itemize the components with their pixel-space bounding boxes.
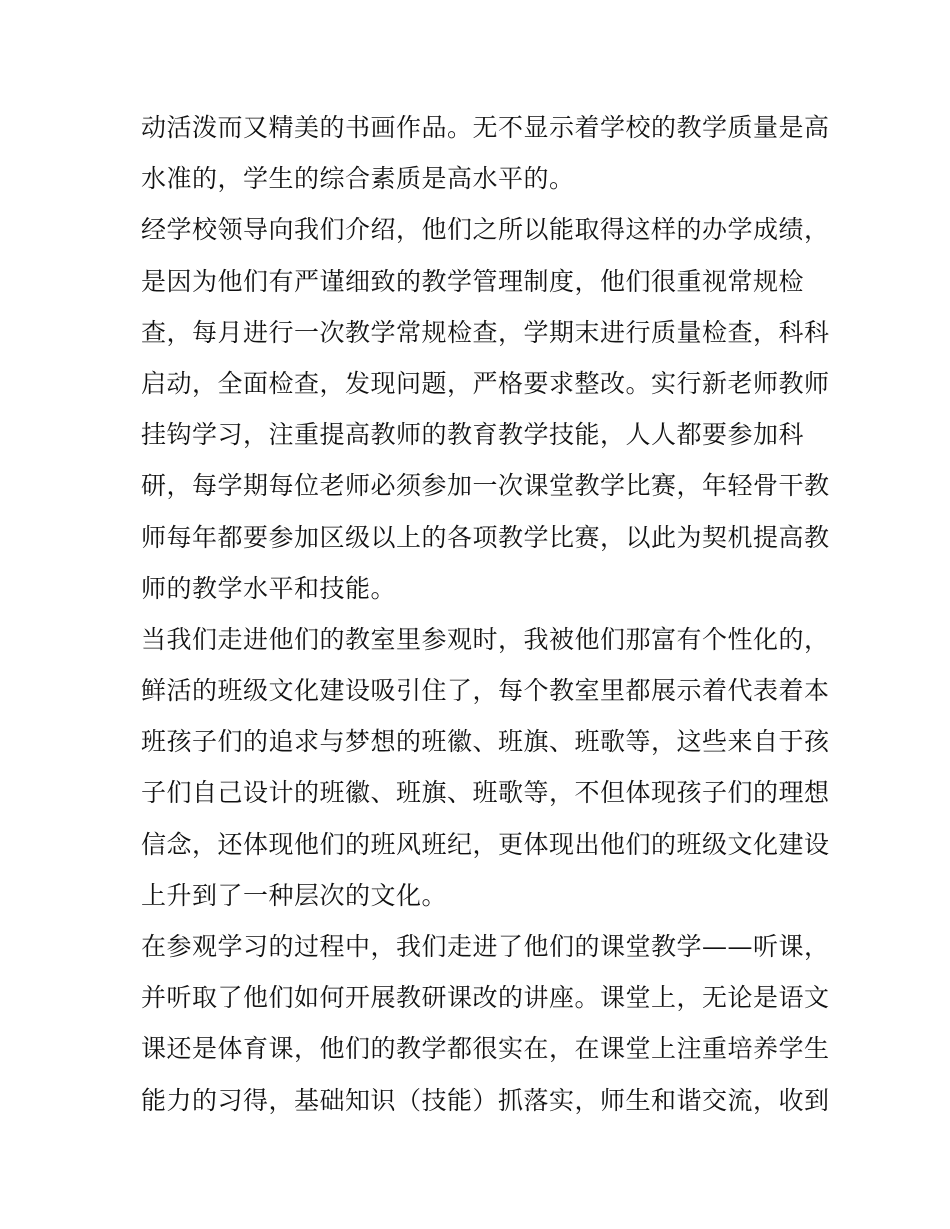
text-line: 挂钩学习，注重提高教师的教育教学技能，人人都要参加科 — [141, 420, 805, 450]
text-line: 动活泼而又精美的书画作品。无不显示着学校的教学质量是高 — [141, 113, 830, 142]
text-line: 经学校领导向我们介绍，他们之所以能取得这样的办学成绩， — [141, 215, 830, 245]
text-line: 并听取了他们如何开展教研课改的讲座。课堂上，无论是语文 — [141, 983, 830, 1013]
text-line: 班孩子们的追求与梦想的班徽、班旗、班歌等，这些来自于孩 — [141, 727, 830, 757]
text-line: 师的教学水平和技能。 — [141, 573, 397, 603]
text-line: 鲜活的班级文化建设吸引住了，每个教室里都展示着代表着本 — [141, 676, 830, 706]
text-line: 在参观学习的过程中，我们走进了他们的课堂教学——听课， — [141, 932, 830, 961]
text-line: 查，每月进行一次教学常规检查，学期末进行质量检查，科科 — [141, 317, 830, 347]
text-line: 子们自己设计的班徽、班旗、班歌等，不但体现孩子们的理想 — [141, 778, 830, 808]
text-line: 信念，还体现他们的班风班纪，更体现出他们的班级文化建设 — [141, 829, 830, 859]
text-line: 上升到了一种层次的文化。 — [141, 880, 448, 910]
text-line: 当我们走进他们的教室里参观时，我被他们那富有个性化的， — [141, 624, 830, 654]
text-line: 师每年都要参加区级以上的各项教学比赛，以此为契机提高教 — [141, 522, 830, 552]
text-line: 是因为他们有严谨细致的教学管理制度，他们很重视常规检 — [141, 266, 805, 296]
text-line: 水准的，学生的综合素质是高水平的。 — [141, 164, 575, 194]
text-line: 启动，全面检查，发现问题，严格要求整改。实行新老师教师 — [141, 368, 830, 398]
text-line: 研，每学期每位老师必须参加一次课堂教学比赛，年轻骨干教 — [141, 471, 830, 501]
text-line: 能力的习得，基础知识（技能）抓落实，师生和谐交流，收到 — [141, 1085, 830, 1115]
document-body — [141, 102, 830, 1126]
text-line: 课还是体育课，他们的教学都很实在，在课堂上注重培养学生 — [141, 1034, 830, 1064]
